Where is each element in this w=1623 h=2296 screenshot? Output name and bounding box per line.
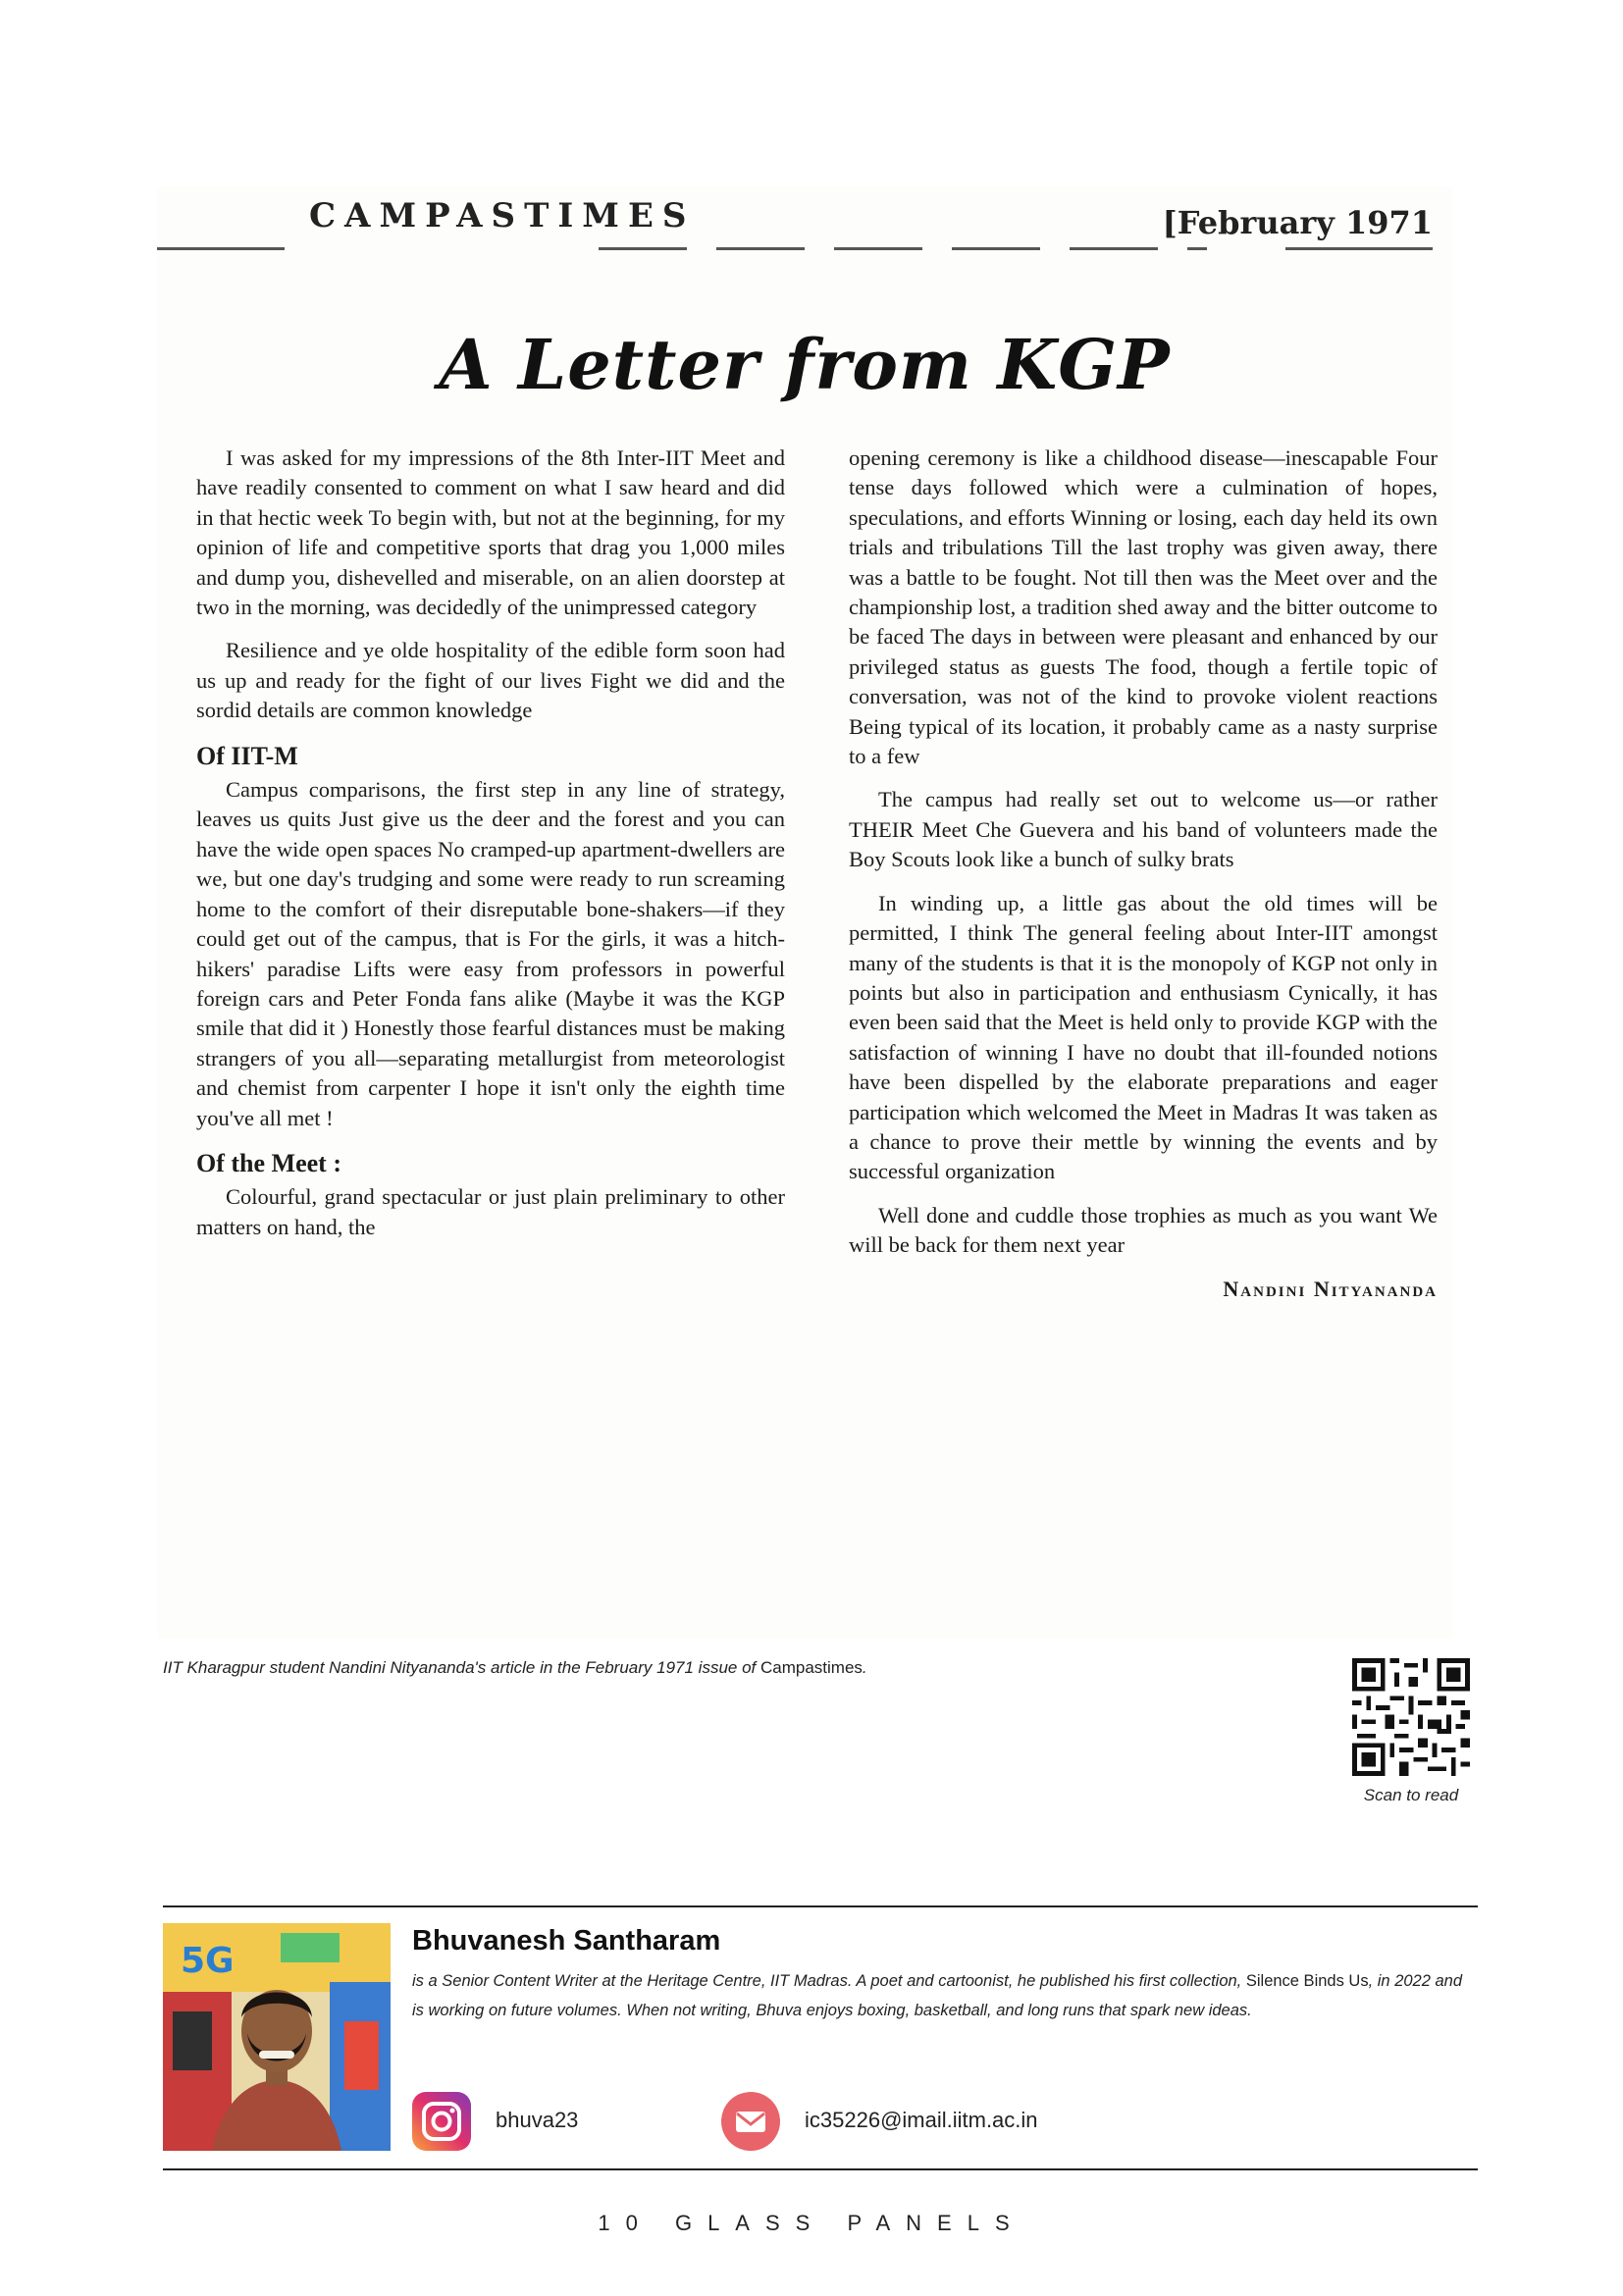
masthead-date: [February 1971 [1162,204,1433,241]
caption-text: IIT Kharagpur student Nandini Nityananda's article in the February 1971 issue of [163,1658,760,1677]
qr-scan-label: Scan to read [1363,1786,1459,1804]
page-footer: 10 GLASS PANELS [598,2211,1025,2235]
email-icon[interactable] [721,2092,780,2151]
newspaper-clipping [157,186,1452,1639]
photo-sign-text: 5G [181,1941,235,1981]
masthead [157,186,1452,265]
qr-code-icon[interactable] [1352,1658,1470,1776]
author-portrait-image [163,1923,391,2151]
masthead-rule [157,247,285,250]
article-headline: A Letter from KGP [439,324,1171,405]
article-column-right [849,444,1438,1304]
article-paragraph: opening ceremony is like a childhood disease—inescapable Four tense days followed which were a culmination of hopes, speculations, and efforts Winning or losing, each day held its own trials and tribulations Till the last trophy was given away, there was a battle to be fought. Not till then was the Meet over and the championship lost, a tradition shed away and the bitter outcome to be faced The days in between were pleasant and enhanced by our privileged status as guests The food, though a fertile topic of conversation, was not of the kind to provoke violent reactions Being typical of its location, it probably came as a nasty surprise to a few [849,445,1438,769]
article-paragraph: Well done and cuddle those trophies as much as you want We will be back for them next year [849,1202,1438,1258]
author-name: Bhuvanesh Santharam [412,1925,721,1957]
article-paragraph: In winding up, a little gas about the old times will be permitted, I think The general feeling about Inter-IIT amongst many of the students is that it is the monopoly of KGP not only in points but also in participation and enthusiasm Cynically, it has even been said that the Meet is held only to provide KGP with the satisfaction of winning I have no doubt that ill-founded notions have been dispelled by the elaborate preparations and eager participation which welcomed the Meet in Madras It was taken as a chance to prove their mettle by winning the events and by successful organization [849,890,1438,1184]
article-paragraph: Colourful, grand spectacular or just plain preliminary to other matters on hand, the [196,1184,785,1239]
divider [163,1905,1478,1907]
masthead-rule [1285,247,1433,250]
instagram-icon[interactable] [412,2092,471,2151]
article-column-left [196,444,785,1256]
article-byline: Nandini Nityananda [1223,1276,1438,1301]
caption-publication: Campastimes [759,1658,863,1677]
divider [163,2168,1478,2170]
article-paragraph: Campus comparisons, the first step in any line of strategy, leaves us quits Just give us the deer and the forest and you can have the wide open spaces No cramped-up apartment-dwellers are we, but one day's trudging and some were ready to run screaming home to the comfort of their disreputable bone-shakers—if they could get out of the campus, that is For the girls, it was a hitch-hikers' paradise Lifts were easy from professors in powerful foreign cars and Peter Fonda fans alike (Maybe it was the KGP smile that did it ) Honestly those fearful distances must be making strangers of you all—separating metallurgist from meteorologist and chemist from carpenter I hope it isn't only the eighth time you've all met ! [196,777,785,1130]
caption-end: . [862,1658,867,1677]
article-subheading: Of IIT-M [196,741,298,770]
instagram-handle-link[interactable]: bhuva23 [496,2108,579,2132]
figure-caption [163,1658,867,1678]
email-address-link[interactable]: ic35226@imail.iitm.ac.in [805,2108,1038,2132]
article-subheading: Of the Meet : [196,1148,341,1177]
bio-text: , in 2022 and is working on future volumes. When not writing, Bhuva enjoys boxing, basketball, and long runs that spark new ideas. [412,1972,1463,2019]
author-photo [163,1923,391,2151]
article-paragraph: The campus had really set out to welcome us—or rather THEIR Meet Che Guevera and his band of volunteers made the Boy Scouts look like a bunch of sulky brats [849,787,1438,872]
bio-book-title: Silence Binds Us [1245,1972,1369,1990]
author-bio [412,1966,1478,2025]
article-paragraph: I was asked for my impressions of the 8th Inter-IIT Meet and have readily consented to comment on what I saw heard and did in that hectic week To begin with, but not at the beginning, for my opinion of life and competitive sports that drag you 1,000 miles and dump you, dishevelled and miserable, on an alien doorstep at two in the morning, was decidedly of the unimpressed category [196,445,785,620]
masthead-title: CAMPASTIMES [309,196,696,235]
bio-text: is a Senior Content Writer at the Heritage Centre, IIT Madras. A poet and cartoonist, he published his first collection, [412,1972,1246,1990]
article-paragraph: Resilience and ye olde hospitality of the edible form soon had us up and ready for the fight of our lives Fight we did and the sordid details are common knowledge [196,638,785,723]
masthead-rule [599,247,1207,250]
